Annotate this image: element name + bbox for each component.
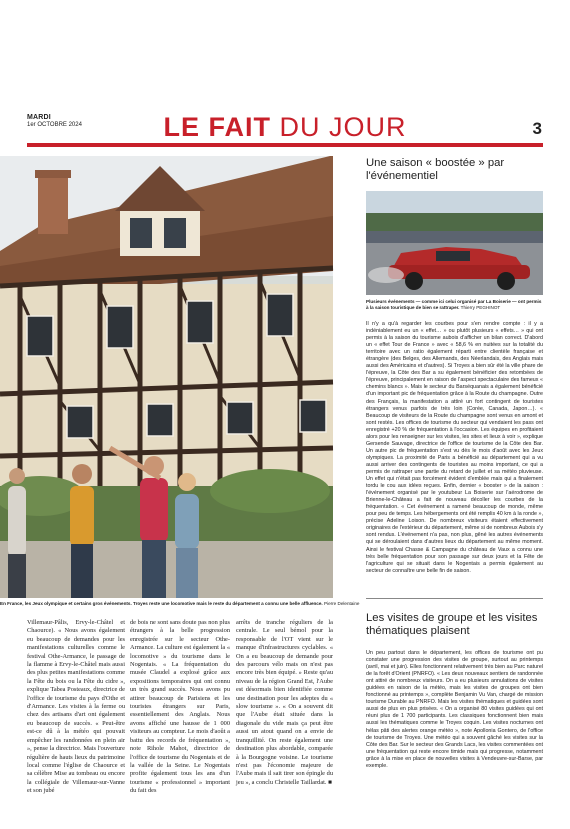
sidebar-article-2-text: Un peu partout dans le département, les offices de tourisme ont pu constater une progression des visites de groupe, surtout au printemps (avril, mai et juin). Elles fonctionnent relativement très bien au Parc naturel de la forêt d'Orient (PNRFO). « Les deux nouveaux sentiers de randonnée ont attiré de nombreux visiteurs. On a eu plusieurs annulations de visites guidées en raison de la météo, mais les visites de groupes ont bien fonctionné au printemps », complète Benjamin Vu Van, chargé de mission tourisme Durable au PNRFO. Mais les visites thématiques et guidées sont aussi de plus en plus prisées. « On a organisé 80 visites guidées qui ont réuni plus de 1 700 participants. Les classiques fonctionnent bien mais aussi les thématiques comme le Troyes coquin. Les visites nocturnes ont hélas pâti des alertes orange météo », note Apollonia Gontero, de l'office de tourisme de Troyes. Une météo qui a souvent gâché les visites sur la Côte des Bar. Sur le secteur des Grands Lacs, les visites commentées ont une fréquentation qui reste encore timide mais qui progresse, notamment grâce à la mise en place de nouvelles visites à Vendeuvre-sur-Barse, par exemple. (366, 650, 543, 769)
column-1-text: Villemaur-Pâlis, Ervy-le-Châtel et Chaource). « Nous avons également eu beaucoup de demandes pour les manifestations culturelles comme le festival Othe-Armance, le passage de la flamme à Ervy-le-Châtel mais aussi des plus petites manifestations comme la Fête du bois ou la Fête du cidre », explique Tabea Posteaux, directrice de l'office de tourisme du pays d'Othe et d'Armance. Les visites à la ferme ou chez des artisans d'art ont également eu beaucoup de succès. « Peut-être est-ce dû à la météo qui pouvait empêcher les randonnées en plein air », pense la directrice. Mais l'ouverture régulière de hauts lieux du patrimoine local comme l'église de Chaource et sa célèbre Mise au tombeau ou encore la collégiale de Villemaur-sur-Vanne et son jubé (27, 619, 125, 795)
column-2-text: de bois ne sont sans doute pas non plus étrangers à la belle progression enregistrée sur le secteur Othe-Armance. La culture est également la « locomotive » du tourisme dans le Nogentais. « La fréquentation du musée Claudel a explosé grâce aux expositions temporaires qui ont connu un très grand succès. Nous avons pu attirer beaucoup de Parisiens et les touristes étrangers sur Paris, essentiellement des Anglais. Nous avons affiché une hausse de 1 000 visiteurs au compteur. Le mois d'août a battu des records de fréquentation », note Rihole Mahot, directrice de l'office de tourisme du Nogentais et de la vallée de la Seine. Le Nogentais profite également tous les ans d'un tourisme « professionnel » important du fait des (130, 619, 230, 795)
sidebar-article-1-text: Il n'y a qu'à regarder les courbes pour s'en rendre compte : il y a indéniablement eu un « effet… » ou plutôt plusieurs « effets… » qui ont permis à la saison du tourisme aubois d'afficher un bilan correct. D'abord un « effet Tour de France » avec « 58,6 % en nuitées sur la totalité du territoire avec un ratio également réparti entre clientèle française et étrangère (des Belges, des Allemands, des Néerlandais, des Anglais mais aussi des Américains et d'autres). Si Troyes a bien sûr été la ville phare de l'épreuve, la Côte des Bar a su également bénéficier des retombées de l'épreuve, principalement en raison de l'aspect spectaculaire des fameux « chemins blancs ». Mais le secteur du Barséquanais a également bénéficié d'un important pic de fréquentation grâce à la Route du champagne. Outre des Français, la manifestation a attiré un fort contingent de touristes étrangers venus parfois de très loin (Corée, Canada, Japon…). « Beaucoup de visiteurs de la Route du champagne sont venus en amont et sont restés. Les offices de tourisme du secteur qui vendaient les pass ont enregistré +20 % de fréquentation à l'occasion. Les équipes en profitaient alors pour les renseigner sur les visites, les sites et lieux à voir », explique Gersende Sauvage, directrice de l'office de tourisme de la Côte des Bar. Un autre pic de fréquentation s'est vu dès le mois d'août avec les Jeux olympiques. La proximité de Paris a bénéficié au département qui a vu aussi arriver des contingents de touristes au moins important, ce qui a permis de rattraper une partie du retard de juillet et sa météo pluvieuse. Un effet qui n'était pas forcément évident d'emblée mais qui a finalement tordu le cou aux idées reçues. Enfin, dernier « booster » de la saison : l'événement organisé par le youtubeur La Boiserie sur l'aérodrome de Brienne-le-Château a fait de nouveau décoller les courbes de la fréquentation. « Cet événement a ramené beaucoup de monde, même pour peu de temps. Les hébergements ont été remplis 40 km à la ronde », précise Adeline Loison. De nombreux visiteurs étaient effectivement originaires de l'extérieur du département, même si de nombreux Aubois s'y sont rendus. L'événement n'a pas, non plus, gêné les autres événements qui se déroulaient dans d'autres lieux du département au même moment. Ainsi le festival Chasse & Campagne du château de Vaux a connu une très belle fréquentation pour son passage sur deux jours et la Fête de l'agriculture qui se situait dans le Nogentais a permis également au secteur de connaître une belle fin de saison. (366, 321, 543, 574)
article-column-2 (130, 619, 230, 796)
sidebar-photo-caption (366, 299, 543, 311)
section-title-light: DU JOUR (279, 112, 407, 142)
sidebar-article-1-body (366, 321, 543, 575)
column-3-text: arrêts de tranche réguliers de la centrale. Le seul bémol pour la responsable de l'OT vient sur le manque d'infrastructures cyclables. « On a eu beaucoup de demande pour des parcours vélo mais on n'est pas encore très bien équipé. » Reste qu'au niveau de la région Grand Est, l'Aube est désormais bien identifiée comme une destination pour les adeptes du « slow tourisme ». « On a souvent dit que l'Aube était située dans la diagonale du vide mais ça peut être aussi un atout quand on a envie de tranquillité. On reste également une destination plus abordable, comparée à la Bourgogne voisine. Le tourisme n'est pas l'économie majeure de l'Aube mais il sait tirer son épingle du jeu », a conclu Christelle Taillardat. ■ (236, 619, 333, 786)
article-column-3 (236, 619, 333, 787)
article-column-1 (27, 619, 125, 796)
sidebar-divider (366, 598, 543, 599)
header-date: 1er OCTOBRE 2024 (27, 122, 82, 128)
header-day: MARDI (27, 114, 51, 121)
sidebar-article-2-body (366, 650, 543, 770)
section-title (0, 112, 570, 142)
main-photo-caption (0, 601, 360, 607)
main-caption-credit: Pierre Delentaine (323, 601, 360, 606)
sidebar-article-1-title: Une saison « boostée » par l'événementiel (366, 157, 505, 182)
sidebar-photo-car (366, 191, 543, 295)
page-number: 3 (532, 119, 542, 138)
sidebar-article-2-title: Les visites de groupe et les visites thématiques plaisent (366, 612, 538, 637)
sidebar-caption-text: Plusieurs événements — comme ici celui organisé par La Boiserie — ont permis à la saison touristique de bien se rattraper. (366, 299, 542, 310)
header-rule (27, 143, 543, 147)
section-title-bold: LE FAIT (163, 112, 271, 142)
sidebar-caption-credit: Thierry PEGHINOT (460, 304, 501, 310)
main-caption-text: En France, les Jeux olympique et certains gros événements. Troyes reste une locomotive mais le reste du département a connu une belle affluence. (0, 601, 323, 606)
main-photo (0, 156, 333, 598)
